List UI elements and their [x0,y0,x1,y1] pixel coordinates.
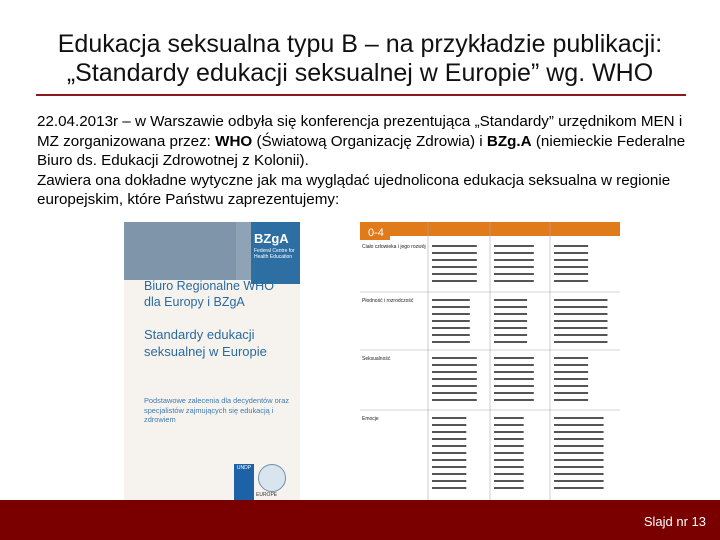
row-label: Ciało człowieka i jego rozwój [362,244,426,250]
table-text-line [494,445,524,447]
table-text-line [494,313,527,315]
table-text-line [432,385,477,387]
p1-who: WHO [215,132,253,150]
cover-photo [124,222,236,280]
row-label: Emocje [362,416,379,422]
table-text-line [554,392,588,394]
slide-title [20,30,700,88]
table-text-line [432,357,477,359]
p1-text-a: 22.04.2013r – w Warszawie odbyła się konferencja prezentująca „Standardy” urzędnikom MEN i MZ zorganizowana przez: [37,113,683,150]
table-text-line [494,431,524,433]
bzga-logo-subtitle: Federal Centre for Health Education [254,248,295,260]
table-text-line [432,392,477,394]
table-text-line [554,459,604,461]
table-text-line [432,431,466,433]
table-text-line [432,320,470,322]
table-text-line [494,473,524,475]
table-text-line [432,480,466,482]
standards-table-image [360,222,620,500]
table-text-line [554,431,604,433]
table-text-line [554,378,588,380]
table-text-line [554,357,588,359]
table-text-line [554,327,607,329]
age-header: 0-4 [368,227,384,239]
table-text-line [494,399,534,401]
table-text-line [494,334,527,336]
table-text-line [432,334,470,336]
table-text-line [554,466,604,468]
cover-publisher: Biuro Regionalne WHO dla Europy i BZgA [144,279,274,309]
table-text-line [432,266,477,268]
title-divider [36,94,686,96]
table-text-line [494,424,524,426]
table-text-line [494,480,524,482]
p1-text-b: (Światową Organizację Zdrowia) i [252,132,487,150]
table-text-line [494,273,534,275]
table-text-line [432,371,477,373]
table-text-line [432,327,470,329]
table-text-line [432,245,477,247]
undp-logo: UNDP [234,464,254,500]
p1-bzga: BZg.A [486,132,532,150]
footer-bar [0,500,720,540]
cover-subtitle: Podstawowe zalecenia dla decydentów oraz specjalistów zajmujących się edukacją i zdrowiem [144,396,290,425]
table-text-line [432,399,477,401]
table-text-line [432,280,477,282]
table-text-line [554,266,588,268]
table-text-line [494,280,534,282]
table-text-line [494,459,524,461]
table-text-line [432,364,477,366]
table-text-line [494,266,534,268]
table-text-line [432,459,466,461]
table-drawing [360,222,620,500]
table-text-line [432,445,466,447]
table-text-line [554,364,588,366]
table-text-line [432,452,466,454]
table-text-line [494,487,524,489]
table-text-line [554,341,607,343]
table-text-line [494,245,534,247]
table-text-line [494,385,534,387]
cover-title: Standardy edukacji seksualnej w Europie [144,327,267,359]
table-text-line [494,452,524,454]
slide-body [37,112,697,210]
bzga-logo-box [251,222,300,284]
table-text-line [494,371,534,373]
table-text-line [432,424,466,426]
paragraph-1 [37,112,697,171]
table-text-line [432,273,477,275]
paragraph-2: Zawiera ona dokładne wytyczne jak ma wyglądać ujednolicona edukacja seksualna w regionie europejskim, które Państwu zaprezentujemy: [37,171,671,208]
table-text-line [432,378,477,380]
row-label: Seksualność [362,356,391,362]
book-cover-image [124,222,300,500]
bzga-logo: BZgA [254,231,289,246]
table-text-line [494,417,524,419]
table-text-line [432,341,470,343]
table-text-line [494,320,527,322]
table-text-line [554,334,607,336]
table-text-line [432,473,466,475]
table-text-line [494,306,527,308]
table-text-line [494,299,527,301]
table-text-line [554,399,588,401]
table-text-line [432,252,477,254]
who-logo-icon [258,464,286,492]
title-line-1: Edukacja seksualna typu B – na przykładzie publikacji: [57,30,663,58]
table-text-line [554,452,604,454]
table-text-line [494,364,534,366]
table-text-line [494,438,524,440]
p1-text-c: (niemieckie Federalne Biuro ds. Edukacji Zdrowotnej z Kolonii). [37,132,686,169]
table-text-line [432,313,470,315]
table-text-line [554,473,604,475]
table-text-line [432,466,466,468]
table-text-line [554,445,604,447]
table-text-line [494,341,527,343]
table-text-line [432,438,466,440]
table-text-line [432,417,466,419]
table-text-line [554,280,588,282]
table-text-line [494,466,524,468]
table-text-line [554,245,588,247]
table-text-line [554,299,607,301]
table-text-line [554,385,588,387]
table-text-line [554,371,588,373]
table-text-line [554,320,607,322]
table-text-line [494,357,534,359]
table-text-line [432,306,470,308]
cover-logos [232,462,298,500]
table-bullet-text [432,245,607,489]
table-text-line [554,259,588,261]
table-text-line [554,306,607,308]
table-text-line [494,327,527,329]
table-text-line [554,313,607,315]
title-line-2: „Standardy edukacji seksualnej w Europie” wg. WHO [66,59,654,87]
table-text-line [494,378,534,380]
table-text-line [432,487,466,489]
table-text-line [494,252,534,254]
europe-label: EUROPE [256,492,278,498]
table-text-line [432,299,470,301]
table-text-line [554,480,604,482]
table-text-line [494,259,534,261]
table-text-line [554,273,588,275]
table-text-line [554,417,604,419]
table-text-line [432,259,477,261]
table-text-line [554,424,604,426]
table-text-line [554,252,588,254]
table-text-line [554,438,604,440]
slide-number: Slajd nr 13 [643,514,706,529]
table-text-line [494,392,534,394]
table-text-line [554,487,604,489]
row-label: Płodność i rozrodczość [362,298,414,304]
